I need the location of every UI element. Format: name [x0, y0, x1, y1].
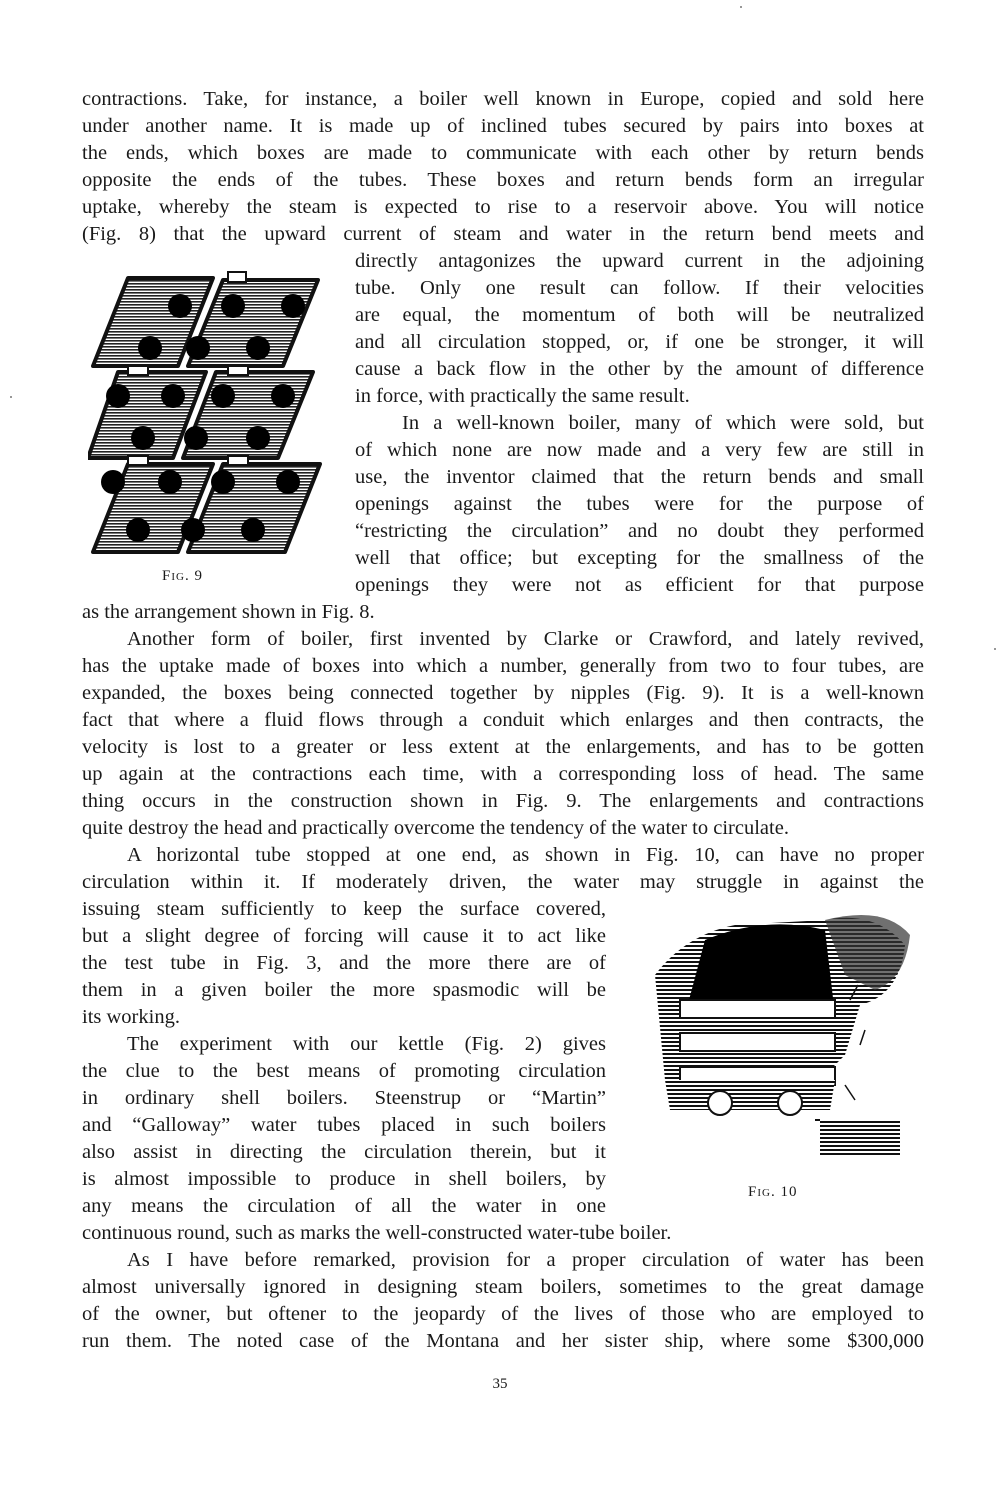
text-line: them in a given boiler the more spasmodic will be — [82, 979, 606, 1001]
figure-10-horizontal-tubes — [645, 905, 915, 1170]
text-line: uptake, whereby the steam is expected to rise to a reservoir above. You will notice — [82, 196, 924, 218]
text-line: cause a back flow in the other by the amount of difference — [355, 358, 924, 380]
text-line: of which none are now made and a very few are still in — [355, 439, 924, 461]
text-line: the ends, which boxes are made to communicate with each other by return bends — [82, 142, 924, 164]
scan-speck — [994, 648, 996, 650]
text-line: the test tube in Fig. 3, and the more there are of — [82, 952, 606, 974]
text-line: are equal, the momentum of both will be neutralized — [355, 304, 924, 326]
text-line: and all circulation stopped, or, if one be stronger, it will — [355, 331, 924, 353]
text-line: use, the inventor claimed that the return bends and small — [355, 466, 924, 488]
text-line: almost universally ignored in designing steam boilers, sometimes to the great damage — [82, 1276, 924, 1298]
text-line: openings they were not as efficient for that purpose — [355, 574, 924, 596]
text-line: circulation within it. If moderately driven, the water may struggle in against the — [82, 871, 924, 893]
text-line: expanded, the boxes being connected together by nipples (Fig. 9). It is a well-known — [82, 682, 924, 704]
text-line: well that office; but excepting for the smallness of the — [355, 547, 924, 569]
text-line: “restricting the circulation” and no doubt they performed — [355, 520, 924, 542]
text-line: has the uptake made of boxes into which a number, generally from two to four tubes, are — [82, 655, 924, 677]
text-line: tube. Only one result can follow. If their velocities — [355, 277, 924, 299]
figure-9-caption: Fig. 9 — [162, 568, 203, 584]
text-line: contractions. Take, for instance, a boiler well known in Europe, copied and sold here — [82, 88, 924, 110]
text-line: run them. The noted case of the Montana and her sister ship, where some $300,000 — [82, 1330, 924, 1352]
text-line: in ordinary shell boilers. Steenstrup or “Martin” — [82, 1087, 606, 1109]
text-line: The experiment with our kettle (Fig. 2) gives — [127, 1033, 606, 1055]
figure-9-boiler-boxes — [88, 268, 328, 558]
text-line: as the arrangement shown in Fig. 8. — [82, 601, 375, 623]
text-line: velocity is lost to a greater or less extent at the enlargements, and has to be gotten — [82, 736, 924, 758]
text-line: the clue to the best means of promoting circulation — [82, 1060, 606, 1082]
text-line: also assist in directing the circulation therein, but it — [82, 1141, 606, 1163]
scan-speck — [10, 396, 12, 398]
text-line: under another name. It is made up of inclined tubes secured by pairs into boxes at — [82, 115, 924, 137]
text-line: (Fig. 8) that the upward current of steam and water in the return bend meets and — [82, 223, 924, 245]
page-number: 35 — [492, 1376, 508, 1392]
text-line: of the owner, but oftener to the jeopardy of the lives of those who are employed to — [82, 1303, 924, 1325]
text-line: quite destroy the head and practically overcome the tendency of the water to circulate. — [82, 817, 789, 839]
text-line: issuing steam sufficiently to keep the surface covered, — [82, 898, 606, 920]
text-line: in force, with practically the same result. — [355, 385, 690, 407]
scan-speck — [740, 6, 742, 8]
text-line: In a well-known boiler, many of which were sold, but — [402, 412, 924, 434]
text-line: directly antagonizes the upward current in the adjoining — [355, 250, 924, 272]
text-line: up again at the contractions each time, with a corresponding loss of head. The same — [82, 763, 924, 785]
text-line: is almost impossible to produce in shell boilers, by — [82, 1168, 606, 1190]
text-line: continuous round, such as marks the well-constructed water-tube boiler. — [82, 1222, 672, 1244]
text-line: A horizontal tube stopped at one end, as shown in Fig. 10, can have no proper — [127, 844, 924, 866]
text-line: its working. — [82, 1006, 180, 1028]
text-line: and “Galloway” water tubes placed in such boilers — [82, 1114, 606, 1136]
text-line: As I have before remarked, provision for a proper circulation of water has been — [127, 1249, 924, 1271]
text-line: Another form of boiler, first invented by Clarke or Crawford, and lately revived, — [127, 628, 924, 650]
text-line: openings against the tubes were for the purpose of — [355, 493, 924, 515]
text-line: any means the circulation of all the water in one — [82, 1195, 606, 1217]
text-line: thing occurs in the construction shown in Fig. 9. The enlargements and contractions — [82, 790, 924, 812]
figure-10-caption: Fig. 10 — [748, 1184, 798, 1200]
text-line: fact that where a fluid flows through a conduit which enlarges and then contracts, the — [82, 709, 924, 731]
text-line: opposite the ends of the tubes. These boxes and return bends form an irregular — [82, 169, 924, 191]
text-line: but a slight degree of forcing will cause it to act like — [82, 925, 606, 947]
